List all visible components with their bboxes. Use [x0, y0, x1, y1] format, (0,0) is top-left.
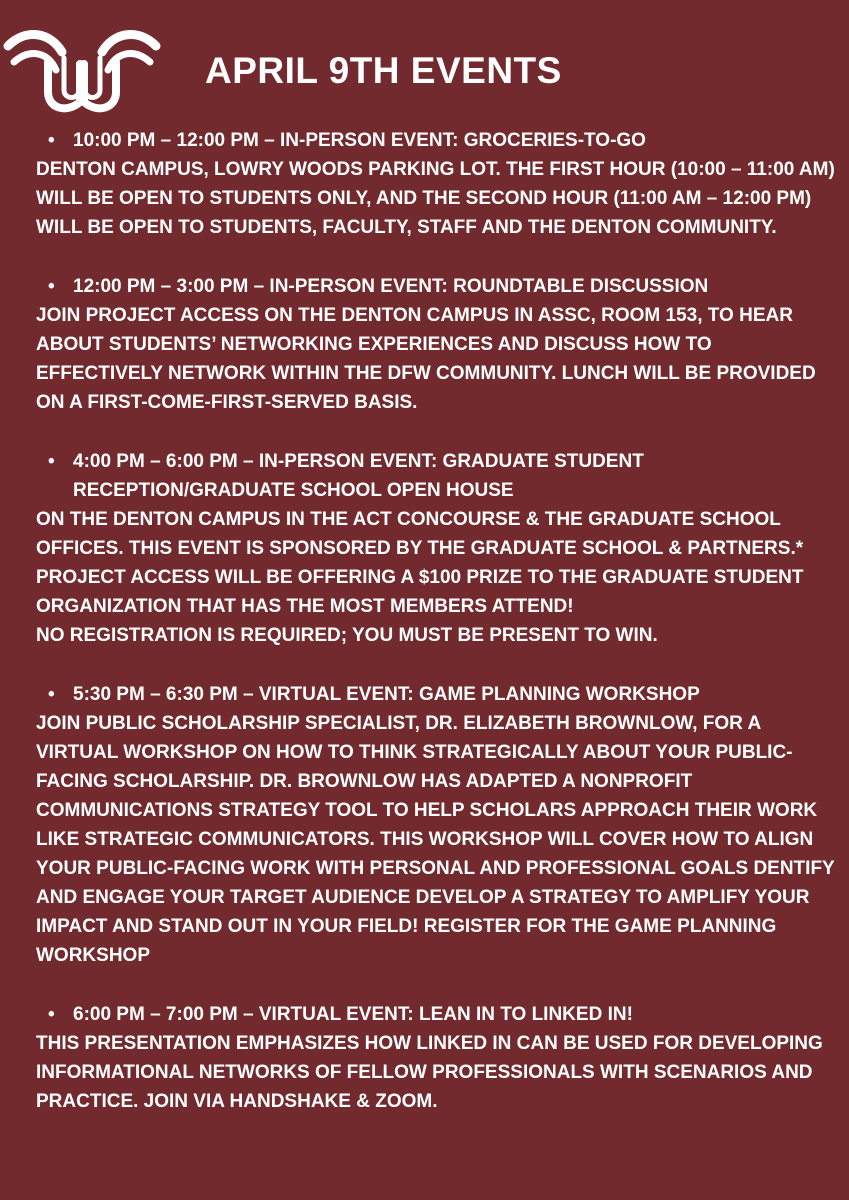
event-description: THIS PRESENTATION EMPHASIZES HOW LINKED IN CAN BE USED FOR DEVELOPING INFORMATIONAL NETWORKS OF FELLOW PROFESSIONALS WITH SCENARIOS AND PRACTICE. JOIN VIA HANDSHAKE & ZOOM. — [36, 1033, 823, 1112]
bullet-icon: • — [48, 451, 55, 472]
event-heading: 6:00 PM – 7:00 PM – VIRTUAL EVENT: LEAN IN TO LINKED IN! — [73, 1004, 633, 1025]
event-item — [36, 680, 836, 970]
event-item — [36, 447, 836, 650]
page-title: APRIL 9TH EVENTS — [205, 50, 562, 91]
event-description: JOIN PROJECT ACCESS ON THE DENTON CAMPUS IN ASSC, ROOM 153, TO HEAR ABOUT STUDENTS’ NETWORKING EXPERIENCES AND DISCUSS HOW TO EFFECTIVELY NETWORK WITHIN THE DFW COMMUNITY. LUNCH WILL BE PROVIDED ON A FIRST-COME-FIRST-SERVED BASIS. — [36, 305, 816, 413]
university-emblem-icon — [2, 18, 162, 118]
bullet-icon: • — [48, 1004, 55, 1025]
event-heading: 10:00 PM – 12:00 PM – IN-PERSON EVENT: GROCERIES-TO-GO — [73, 130, 646, 151]
bullet-icon: • — [48, 276, 55, 297]
bullet-icon: • — [48, 130, 55, 151]
event-description: DENTON CAMPUS, LOWRY WOODS PARKING LOT. THE FIRST HOUR (10:00 – 11:00 AM) WILL BE OPEN TO STUDENTS ONLY, AND THE SECOND HOUR (11:00 AM – 12:00 PM) WILL BE OPEN TO STUDENTS, FACULTY, STAFF AND THE DENTON COMMUNITY. — [36, 159, 835, 238]
event-item — [36, 272, 836, 417]
bullet-icon: • — [48, 684, 55, 705]
event-item — [36, 1000, 836, 1116]
event-description: JOIN PUBLIC SCHOLARSHIP SPECIALIST, DR. ELIZABETH BROWNLOW, FOR A VIRTUAL WORKSHOP ON HOW TO THINK STRATEGICALLY ABOUT YOUR PUBLIC-FACING SCHOLARSHIP. DR. BROWNLOW HAS ADAPTED A NONPROFIT COMMUNICATIONS STRATEGY TOOL TO HELP SCHOLARS APPROACH THEIR WORK LIKE STRATEGIC COMMUNICATORS. THIS WORKSHOP WILL COVER HOW TO ALIGN YOUR PUBLIC-FACING WORK WITH PERSONAL AND PROFESSIONAL GOALS DENTIFY AND ENGAGE YOUR TARGET AUDIENCE DEVELOP A STRATEGY TO AMPLIFY YOUR IMPACT AND STAND OUT IN YOUR FIELD! REGISTER FOR THE GAME PLANNING WORKSHOP — [36, 713, 835, 966]
event-heading: 5:30 PM – 6:30 PM – VIRTUAL EVENT: GAME PLANNING WORKSHOP — [73, 684, 700, 705]
event-description: ON THE DENTON CAMPUS IN THE ACT CONCOURSE & THE GRADUATE SCHOOL OFFICES. THIS EVENT IS SPONSORED BY THE GRADUATE SCHOOL & PARTNERS.* PROJECT ACCESS WILL BE OFFERING A $100 PRIZE TO THE GRADUATE STUDENT ORGANIZATION THAT HAS THE MOST MEMBERS ATTEND! — [36, 509, 804, 617]
event-heading: 12:00 PM – 3:00 PM – IN-PERSON EVENT: ROUNDTABLE DISCUSSION — [73, 276, 709, 297]
event-heading: 4:00 PM – 6:00 PM – IN-PERSON EVENT: GRADUATE STUDENT RECEPTION/GRADUATE SCHOOL OPEN HOUSE — [73, 451, 644, 501]
event-item — [36, 126, 836, 242]
event-note: NO REGISTRATION IS REQUIRED; YOU MUST BE PRESENT TO WIN. — [36, 625, 658, 646]
events-list — [36, 126, 836, 1146]
